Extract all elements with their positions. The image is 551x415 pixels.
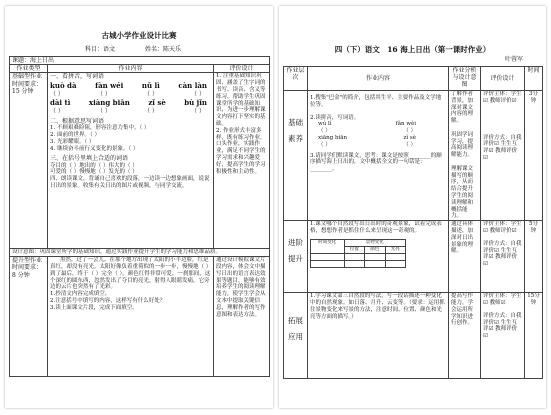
extend-passage: 黑然，过了一会儿，在那个地方出现了太阳的小半边脸，红是真红，却没有亮光。太阳好像负着重荷似的一步一步，慢慢地（ ）到了最后，终于（ ）完全（ ）。颜色红得非常可爱。一刹那间，这个深红的圆东西，忽然发出了夺目的亮光，射得人眼睛发痛，它旁边的云片也突然有了光彩。	[50, 257, 211, 291]
lesson-title: 课题：海上日出	[10, 57, 270, 65]
q3-title: 三、在括号里填上合适的词语	[50, 155, 129, 163]
col-type-header: 作业类型	[10, 65, 48, 73]
col-eval-header: 评价设计	[214, 65, 270, 73]
advance-eval: 评价主体：学生☑ 教师评价☑ 评价方式：自我评价☑ 生生互评☑ 教师评价☑	[481, 221, 525, 293]
basic-content	[48, 73, 214, 249]
advance-item: 1.课文哪个自然段写出日出时的奇观景象，试着完成表格，想想作者是抓住什么来呈现这一奇观的。	[310, 221, 442, 234]
q2-item: 2. 面前的世界。（ ）	[50, 132, 100, 139]
blank-row-2: （ ） （ ） （ ） （ ）	[50, 107, 205, 115]
level-extend: 拓展应用	[284, 293, 308, 379]
doc-title: 古城小学作业设计比赛	[101, 31, 177, 40]
extend-time: 15分钟	[525, 293, 543, 379]
pinyin-row: wú lì fǎn wèi	[318, 121, 416, 128]
level-advance: 进阶提升	[284, 221, 308, 293]
col-content-header: 作业内容	[48, 65, 214, 73]
level-basic: 基础素养	[284, 91, 308, 221]
advance-time: 5分钟	[525, 221, 543, 293]
extend-item: 2.注意括号中填写的内容，这样写有什么好处？	[50, 297, 166, 304]
q3-item: 夺目的（ ）地出的（ ）伟大的（ ）	[50, 162, 138, 169]
homework-table	[283, 66, 543, 379]
extend-item: 1.抄清文内容完成填空。	[50, 291, 111, 298]
basic-time: 基础型作业时间要求：15 分钟	[10, 73, 48, 249]
author-name: 叶蓉军	[505, 56, 524, 63]
basic-content	[308, 91, 449, 221]
extend-eval: 通过设计模拟课文片段内容，体会文中描写日出的语言表达效果等题目，能够有效培养学生的阅读理解能力，使学生学会从文本中提取关键信息，理解作者的写作意图和表达方法。	[214, 257, 270, 377]
blank-row: （ ） （ ）	[318, 128, 416, 135]
pinyin-row-2: dài tì xiàng biān zǐ sè bù jǐn	[50, 97, 207, 107]
basic-eval: 1. 注重基础知识巩固，涵盖了生字词的书写、读音、含义等练习，帮助学生巩固课堂所学的基础知识，为进一步理解课文内容打下坚实的基础。 2. 作业形式丰富多样，既有练习作业，口头作业，实践作业，满足不同学生的学习需求和兴趣爱好，提高学生的学习积极性和主动性。	[214, 73, 270, 249]
blank-row-1: （ ） （ ） （ ） （ ）	[50, 90, 205, 98]
q2-item: 4. 继续奋斗前行又变化的景象。（ ）	[50, 145, 139, 152]
q2-title: 二、根据意思写词语	[50, 118, 105, 126]
q2-item: 3. 光彩耀眼。（ ）	[50, 138, 95, 145]
scene-table: 时间变化 景物变化 位置 颜色 光亮	[310, 239, 446, 268]
worksheet-table	[9, 56, 270, 377]
design-goal: 设计意图：巩固课堂所学的基础知识，通过实践作业提升学生的学习能力和思维品质。	[10, 249, 270, 257]
pinyin-row-1: kuò dà fàn wéi nǔ lì càn làn	[50, 80, 207, 90]
extend-eval: 评价主体：学生☑ 教师☑ 评价方式：自我评价☑ 生生互评☑ 教师评价☑	[481, 293, 525, 379]
header-content: 作业内容	[308, 67, 449, 91]
doc-title: 四（下）语文 16 海上日出（第一课时作业）	[334, 45, 491, 54]
header-time: 时间	[525, 67, 543, 91]
q1-title: 一、看拼音，写词语	[50, 73, 105, 81]
advance-intent: 通过具体描述，加深对日出景象的理解。	[449, 221, 481, 293]
basic-intent: 了解作者背景，加深对课文内容的理解。 巩固学词学习，提高阅读理解能力。 理解课文描写的顺序，从而结合提升学生的阅读理解和概括能力。	[449, 91, 481, 221]
advance-content	[308, 221, 449, 293]
meta-subject: 科目：语文	[85, 46, 116, 53]
blank-row: （ ） （ ）	[318, 141, 416, 148]
q3-extra: 四、朗读课文，背诵自己喜欢的段落，一边读一边想象画面，说说日出的景象。收集有关日出的图片或视频，与同学交流。	[50, 176, 210, 189]
basic-item: 2.读拼音，写词语。	[310, 114, 360, 121]
extend-content: 1.学习课文第三自然段的写法，写一段话描述一种变化中的自然现象。如日落、月升、云变等。（要求：运用抓住景物变化来写景的方法，注意时间、位置、颜色和光亮等方面的描写。）	[308, 293, 449, 379]
meta-name: 姓名：陈天乐	[145, 46, 182, 53]
basic-eval: 评价主体：学生☑ 教师评价☑ 评价方式：自我评价☑ 生生互评☑ 教师评价☑	[481, 91, 525, 221]
header-eval: 评价设计	[481, 67, 525, 91]
extend-content	[48, 257, 214, 377]
scene-table-time: 时间变化	[311, 239, 345, 253]
basic-time: 3分钟	[525, 91, 543, 221]
right-document-page	[279, 6, 546, 408]
basic-item: 3.请同学们默读课文，思考：课文是按照________的顺序描写海上日出的，文中概括全文的一句话是：________。	[310, 152, 442, 173]
header-intent: 作业分析与设计意图	[449, 67, 481, 91]
left-document-page	[5, 6, 273, 408]
header-level: 作业层次	[284, 67, 308, 91]
extend-intent: 提高写作能力，学会运用所学知识进行创作。	[449, 293, 481, 379]
q2-item: 1. 不顾艰难险阻，形容注意力集中。（ ）	[50, 125, 150, 132]
scene-table-scene: 景物变化	[344, 239, 405, 246]
basic-item: 1.搜集"巴金"的简介，包括其生平、主要作品及文学地位等。	[310, 95, 442, 108]
extend-item: 3.读上面课文片段，完成下面填空。	[50, 304, 138, 311]
q3-item: 可爱的（ ）慢慢地（ ）发光的（ ）	[50, 169, 138, 176]
extend-time: 提升型作业时间要求：8 分钟	[10, 257, 48, 377]
pinyin-row: xiāng biān zǐ sè	[318, 134, 416, 141]
